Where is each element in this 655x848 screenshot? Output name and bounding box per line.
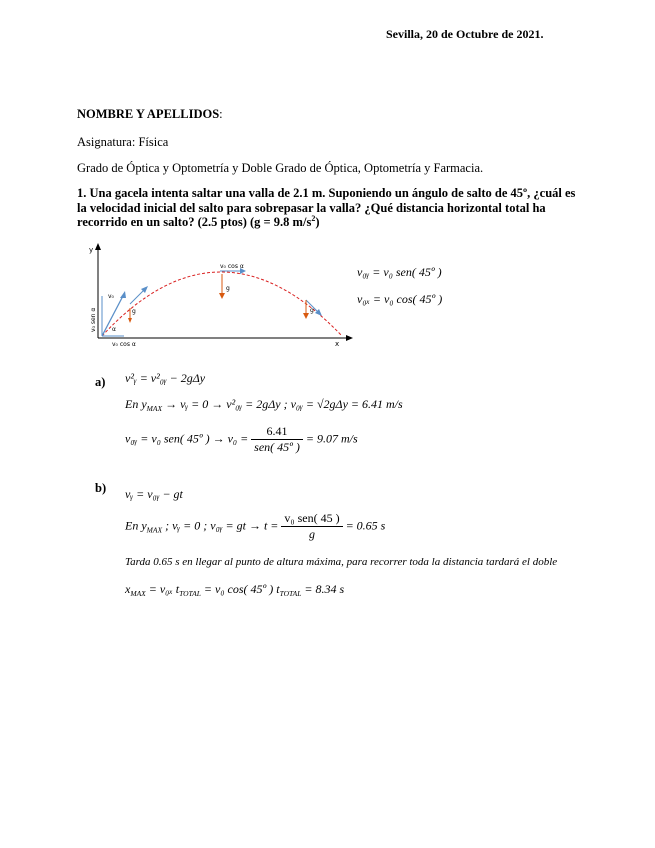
y-axis-label: y [89, 246, 94, 254]
part-a-l2-end: → vᵧ = 0 → v²₀ᵧ = 2gΔy ; v₀ᵧ = √2gΔy = 6.41 m/s [162, 397, 403, 411]
part-a-l2-start: En y [125, 397, 147, 411]
part-b-l4-b: = v₀ₓ t [145, 582, 180, 596]
part-a-label: a) [95, 375, 106, 389]
g-label-top: g [226, 285, 230, 292]
bottom-velocity-label: v₀ cos α [112, 341, 136, 348]
part-a-fraction [251, 424, 303, 455]
part-b-line-1: vᵧ = v₀ᵧ − gt [125, 487, 183, 501]
gravity-arrowhead-right [303, 313, 309, 319]
part-b-l2-end: = 0.65 s [342, 518, 386, 533]
student-name-colon: : [219, 107, 223, 121]
part-b-l2-mid: ; vᵧ = 0 ; v₀ᵧ = gt → t = [162, 518, 282, 533]
top-velocity-label: v₀ cos α [220, 263, 244, 270]
g-label-right: g [310, 307, 314, 314]
date-line: Sevilla, 20 de Octubre de 2021. [386, 27, 544, 41]
part-a-line-3 [125, 424, 358, 455]
part-b-l4-d: = 8.34 s [301, 582, 345, 596]
v0-label: v₀ [108, 293, 114, 300]
trajectory-diagram [80, 238, 370, 350]
gravity-arrowhead-left [128, 318, 132, 323]
g-label-left: g [132, 308, 136, 315]
part-b-l2-sub: MAX [146, 525, 163, 535]
part-a-fraction-den: sen( 45º ) [254, 440, 300, 454]
equation-v0y: v₀ᵧ = v₀ sen( 45º ) [357, 265, 442, 279]
student-name-label [77, 107, 223, 122]
part-b-fraction-num: v₀ sen( 45 ) [281, 511, 342, 527]
y-axis-arrow [95, 243, 101, 250]
x-axis-label: x [335, 340, 340, 348]
part-a-line-1: v²ᵧ = v²₀ᵧ − 2gΔy [125, 371, 206, 385]
part-b-l4-sub1: MAX [130, 589, 146, 598]
problem-sup: 2 [311, 214, 316, 223]
problem-statement [77, 186, 582, 230]
x-axis-arrow [346, 335, 353, 341]
part-b-line-4 [125, 582, 344, 598]
part-b-l4-x: x [125, 582, 131, 596]
part-b-l2-start: En y [125, 518, 147, 533]
part-a-line-2 [125, 397, 403, 413]
part-b-label: b) [95, 481, 107, 495]
v0-arrowhead [120, 291, 126, 298]
degree-line: Grado de Óptica y Optometría y Doble Grado de Óptica, Optometría y Farmacia. [77, 161, 484, 175]
part-b-line-2 [125, 511, 385, 542]
part-a-l3-start: v₀ᵧ = v₀ sen( 45º ) → v₀ = [125, 431, 252, 446]
part-b-fraction-den: g [308, 527, 315, 541]
side-velocity-label: v₀ sen α [90, 307, 97, 332]
subject-line: Asignatura: Física [77, 135, 169, 149]
alpha-label: α [112, 326, 116, 333]
part-a-l3-end: = 9.07 m/s [302, 431, 358, 446]
part-a-l2-sub: MAX [146, 404, 163, 413]
part-a-fraction-num: 6.41 [251, 424, 303, 440]
problem-end: ) [315, 215, 320, 229]
part-b-fraction [281, 511, 342, 542]
part-b-l4-sub3: TOTAL [279, 589, 302, 598]
part-b-l4-sub2: TOTAL [179, 589, 201, 598]
gravity-arrowhead-top [219, 293, 225, 299]
student-name-text: NOMBRE Y APELLIDOS [77, 107, 220, 121]
equation-v0x: v₀ₓ = v₀ cos( 45º ) [357, 292, 443, 306]
part-b-line-3: Tarda 0.65 s en llegar al punto de altura máxima, para recorrer toda la distancia tardará el doble [125, 556, 558, 568]
part-b-l4-c: = v₀ cos( 45º ) t [200, 582, 280, 596]
problem-text: 1. Una gacela intenta saltar una valla de 2.1 m. Suponiendo un ángulo de salto de 45º, ¿cuál es la velocidad inicial del salto para sobrepasar la valla? ¿Qué distancia horizontal total ha recorrido en un salto? (2.5 ptos) (g = 9.8 m/s [77, 186, 576, 229]
